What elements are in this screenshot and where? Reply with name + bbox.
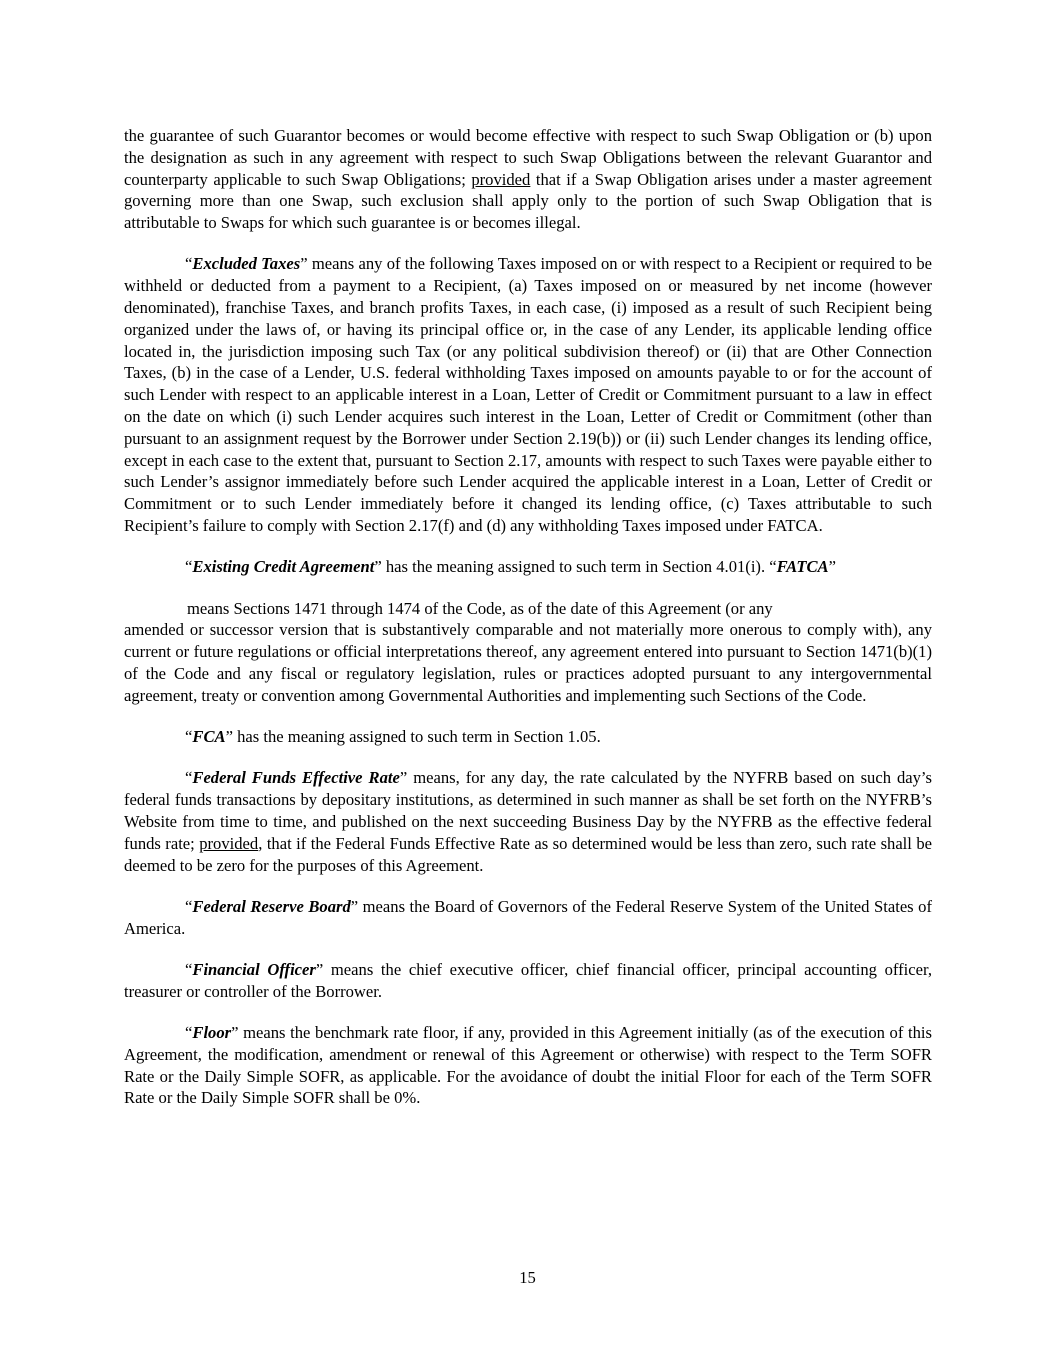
paragraph-text: that if a Swap Obligation arises under a master agreement governing more than one Swap, such exclusion shall apply only to the portion of such Swap Obligation that is attributable to Swaps for which such guarantee is or becomes illegal. xyxy=(124,169,932,233)
definition-text: ” has the meaning assigned to such term in Section 1.05. xyxy=(225,727,601,747)
provided-underlined: provided xyxy=(471,169,531,189)
defined-term: Existing Credit Agreement xyxy=(192,557,375,577)
document-page xyxy=(124,125,932,1129)
definition-fca: “FCA” has the meaning assigned to such term in Section 1.05. xyxy=(185,727,601,747)
defined-term: Federal Funds Effective Rate xyxy=(192,768,400,788)
definition-existing-credit-agreement: “Existing Credit Agreement” has the meaning assigned to such term in Section 4.01(i). “FATCA” xyxy=(185,557,836,577)
definition-text: ” means the chief executive officer, chief financial officer, principal accounting officer, treasurer or controller of the Borrower. xyxy=(124,960,932,1001)
definition-text: ” means any of the following Taxes imposed on or with respect to a Recipient or required to be withheld or deducted from a payment to a Recipient, (a) Taxes imposed on or measured by net income (however denominated), franchise Taxes, and branch profits Taxes, in each case, (i) imposed as a result of such Recipient being organized under the laws of, or having its principal office or, in the case of any Lender, its applicable lending office located in, the jurisdiction imposing such Tax (or any political subdivision thereof) or (ii) that are Other Connection Taxes, (b) in the case of a Lender, U.S. federal withholding Taxes imposed on amounts payable to or for the account of such Lender with respect to an applicable interest in a Loan, Letter of Credit or Commitment pursuant to a law in effect on the date on which (i) such Lender acquires such interest in the Loan, Letter of Credit or Commitment (other than pursuant to an assignment request by the Borrower under Section 2.19(b)) or (ii) such Lender changes its lending office, except in each case to the extent that, pursuant to Section 2.17, amounts with respect to such Taxes were payable either to such Lender’s assignor immediately before such Lender acquired the applicable interest in a Loan, Letter of Credit or Commitment or to such Lender immediately before it changed its lending office, (c) Taxes attributable to such Recipient’s failure to comply with Section 2.17(f) and (d) any withholding Taxes imposed under FATCA. xyxy=(124,254,932,536)
fatca-first-line: means Sections 1471 through 1474 of the Code, as of the date of this Agreement (or any xyxy=(187,598,773,618)
definition-federal-reserve-board: “Federal Reserve Board” means the Board of Governors of the Federal Reserve System of the United States of America. xyxy=(124,896,932,938)
page-number: 15 xyxy=(519,1268,536,1287)
defined-term: Floor xyxy=(192,1023,232,1043)
fatca-rest: amended or successor version that is substantively comparable and not materially more onerous to comply with), any current or future regulations or official interpretations thereof, any agreement entered into pursuant to Section 1471(b)(1) of the Code and any fiscal or regulatory legislation, rules or practices adopted pursuant to any intergovernmental agreement, treaty or convention among Governmental Authorities and implementing such Sections of the Code. xyxy=(124,620,932,705)
definition-text: ” has the meaning assigned to such term in Section 4.01(i). “ xyxy=(374,557,777,577)
defined-term: Financial Officer xyxy=(192,960,316,979)
closing-quote: ” xyxy=(828,557,836,577)
definition-fatca-body xyxy=(124,598,932,707)
definition-floor: “Floor” means the benchmark rate floor, if any, provided in this Agreement initially (as of the execution of this Agreement, the modification, amendment or renewal of this Agreement or otherwise) with respect to the Term SOFR Rate or the Daily Simple SOFR, as applicable. For the avoidance of doubt the initial Floor for each of the Term SOFR Rate or the Daily Simple SOFR shall be 0%. xyxy=(124,1023,932,1108)
provided-underlined: provided xyxy=(199,833,259,853)
definition-excluded-taxes: “Excluded Taxes” means any of the following Taxes imposed on or with respect to a Recipient or required to be withheld or deducted from a payment to a Recipient, (a) Taxes imposed on or measured by net income (however denominated), franchise Taxes, and branch profits Taxes, in each case, (i) imposed as a result of such Recipient being organized under the laws of, or having its principal office or, in the case of any Lender, its applicable lending office located in, the jurisdiction imposing such Tax (or any political subdivision thereof) or (ii) that are Other Connection Taxes, (b) in the case of a Lender, U.S. federal withholding Taxes imposed on amounts payable to or for the account of such Lender with respect to an applicable interest in a Loan, Letter of Credit or Commitment pursuant to a law in effect on the date on which (i) such Lender acquires such interest in the Loan, Letter of Credit or Commitment (other than pursuant to an assignment request by the Borrower under Section 2.19(b)) or (ii) such Lender changes its lending office, except in each case to the extent that, pursuant to Section 2.17, amounts with respect to such Taxes were payable either to such Lender’s assignor immediately before such Lender acquired the applicable interest in a Loan, Letter of Credit or Commitment or to such Lender immediately before it changed its lending office, (c) Taxes attributable to such Recipient’s failure to comply with Section 2.17(f) and (d) any withholding Taxes imposed under FATCA. xyxy=(124,254,932,536)
defined-term: Excluded Taxes xyxy=(192,254,301,274)
definition-federal-funds-effective-rate: “Federal Funds Effective Rate” means, for any day, the rate calculated by the NYFRB based on such day’s federal funds transactions by depositary institutions, as determined in such manner as shall be set forth on the NYFRB’s Website from time to time, and published on the next succeeding Business Day by the NYFRB as the effective federal funds rate; provided, that if the Federal Funds Effective Rate as so determined would be less than zero, such rate shall be deemed to be zero for the purposes of this Agreement. xyxy=(124,768,933,875)
definition-financial-officer: “Financial Officer” means the chief executive officer, chief financial officer, principal accounting officer, treasurer or controller of the Borrower. xyxy=(124,960,932,1001)
defined-term-fatca: FATCA xyxy=(776,557,829,577)
paragraph-text: the guarantee of such Guarantor becomes or would become effective with respect to such Swap Obligation or (b) upon the designation as such in any agreement with respect to such Swap Obligations between the relevant Guarantor and counterparty applicable to such Swap Obligations; xyxy=(124,126,932,189)
definition-text: ” means the Board of Governors of the Federal Reserve System of the United States of America. xyxy=(124,896,932,938)
definition-text: , that if the Federal Funds Effective Rate as so determined would be less than zero, such rate shall be deemed to be zero for the purposes of this Agreement. xyxy=(124,833,933,875)
paragraph-swap-exclusion xyxy=(124,125,932,234)
defined-term: FCA xyxy=(192,727,226,747)
definition-text: ” means the benchmark rate floor, if any, provided in this Agreement initially (as of the execution of this Agreement, the modification, amendment or renewal of this Agreement or otherwise) with respect to the Term SOFR Rate or the Daily Simple SOFR, as applicable. For the avoidance of doubt the initial Floor for each of the Term SOFR Rate or the Daily Simple SOFR shall be 0%. xyxy=(124,1023,932,1108)
defined-term: Federal Reserve Board xyxy=(192,896,351,916)
definition-text: ” means, for any day, the rate calculated by the NYFRB based on such day’s federal funds transactions by depositary institutions, as determined in such manner as shall be set forth on the NYFRB’s Website from time to time, and published on the next succeeding Business Day by the NYFRB as the effective federal funds rate; xyxy=(124,768,932,853)
